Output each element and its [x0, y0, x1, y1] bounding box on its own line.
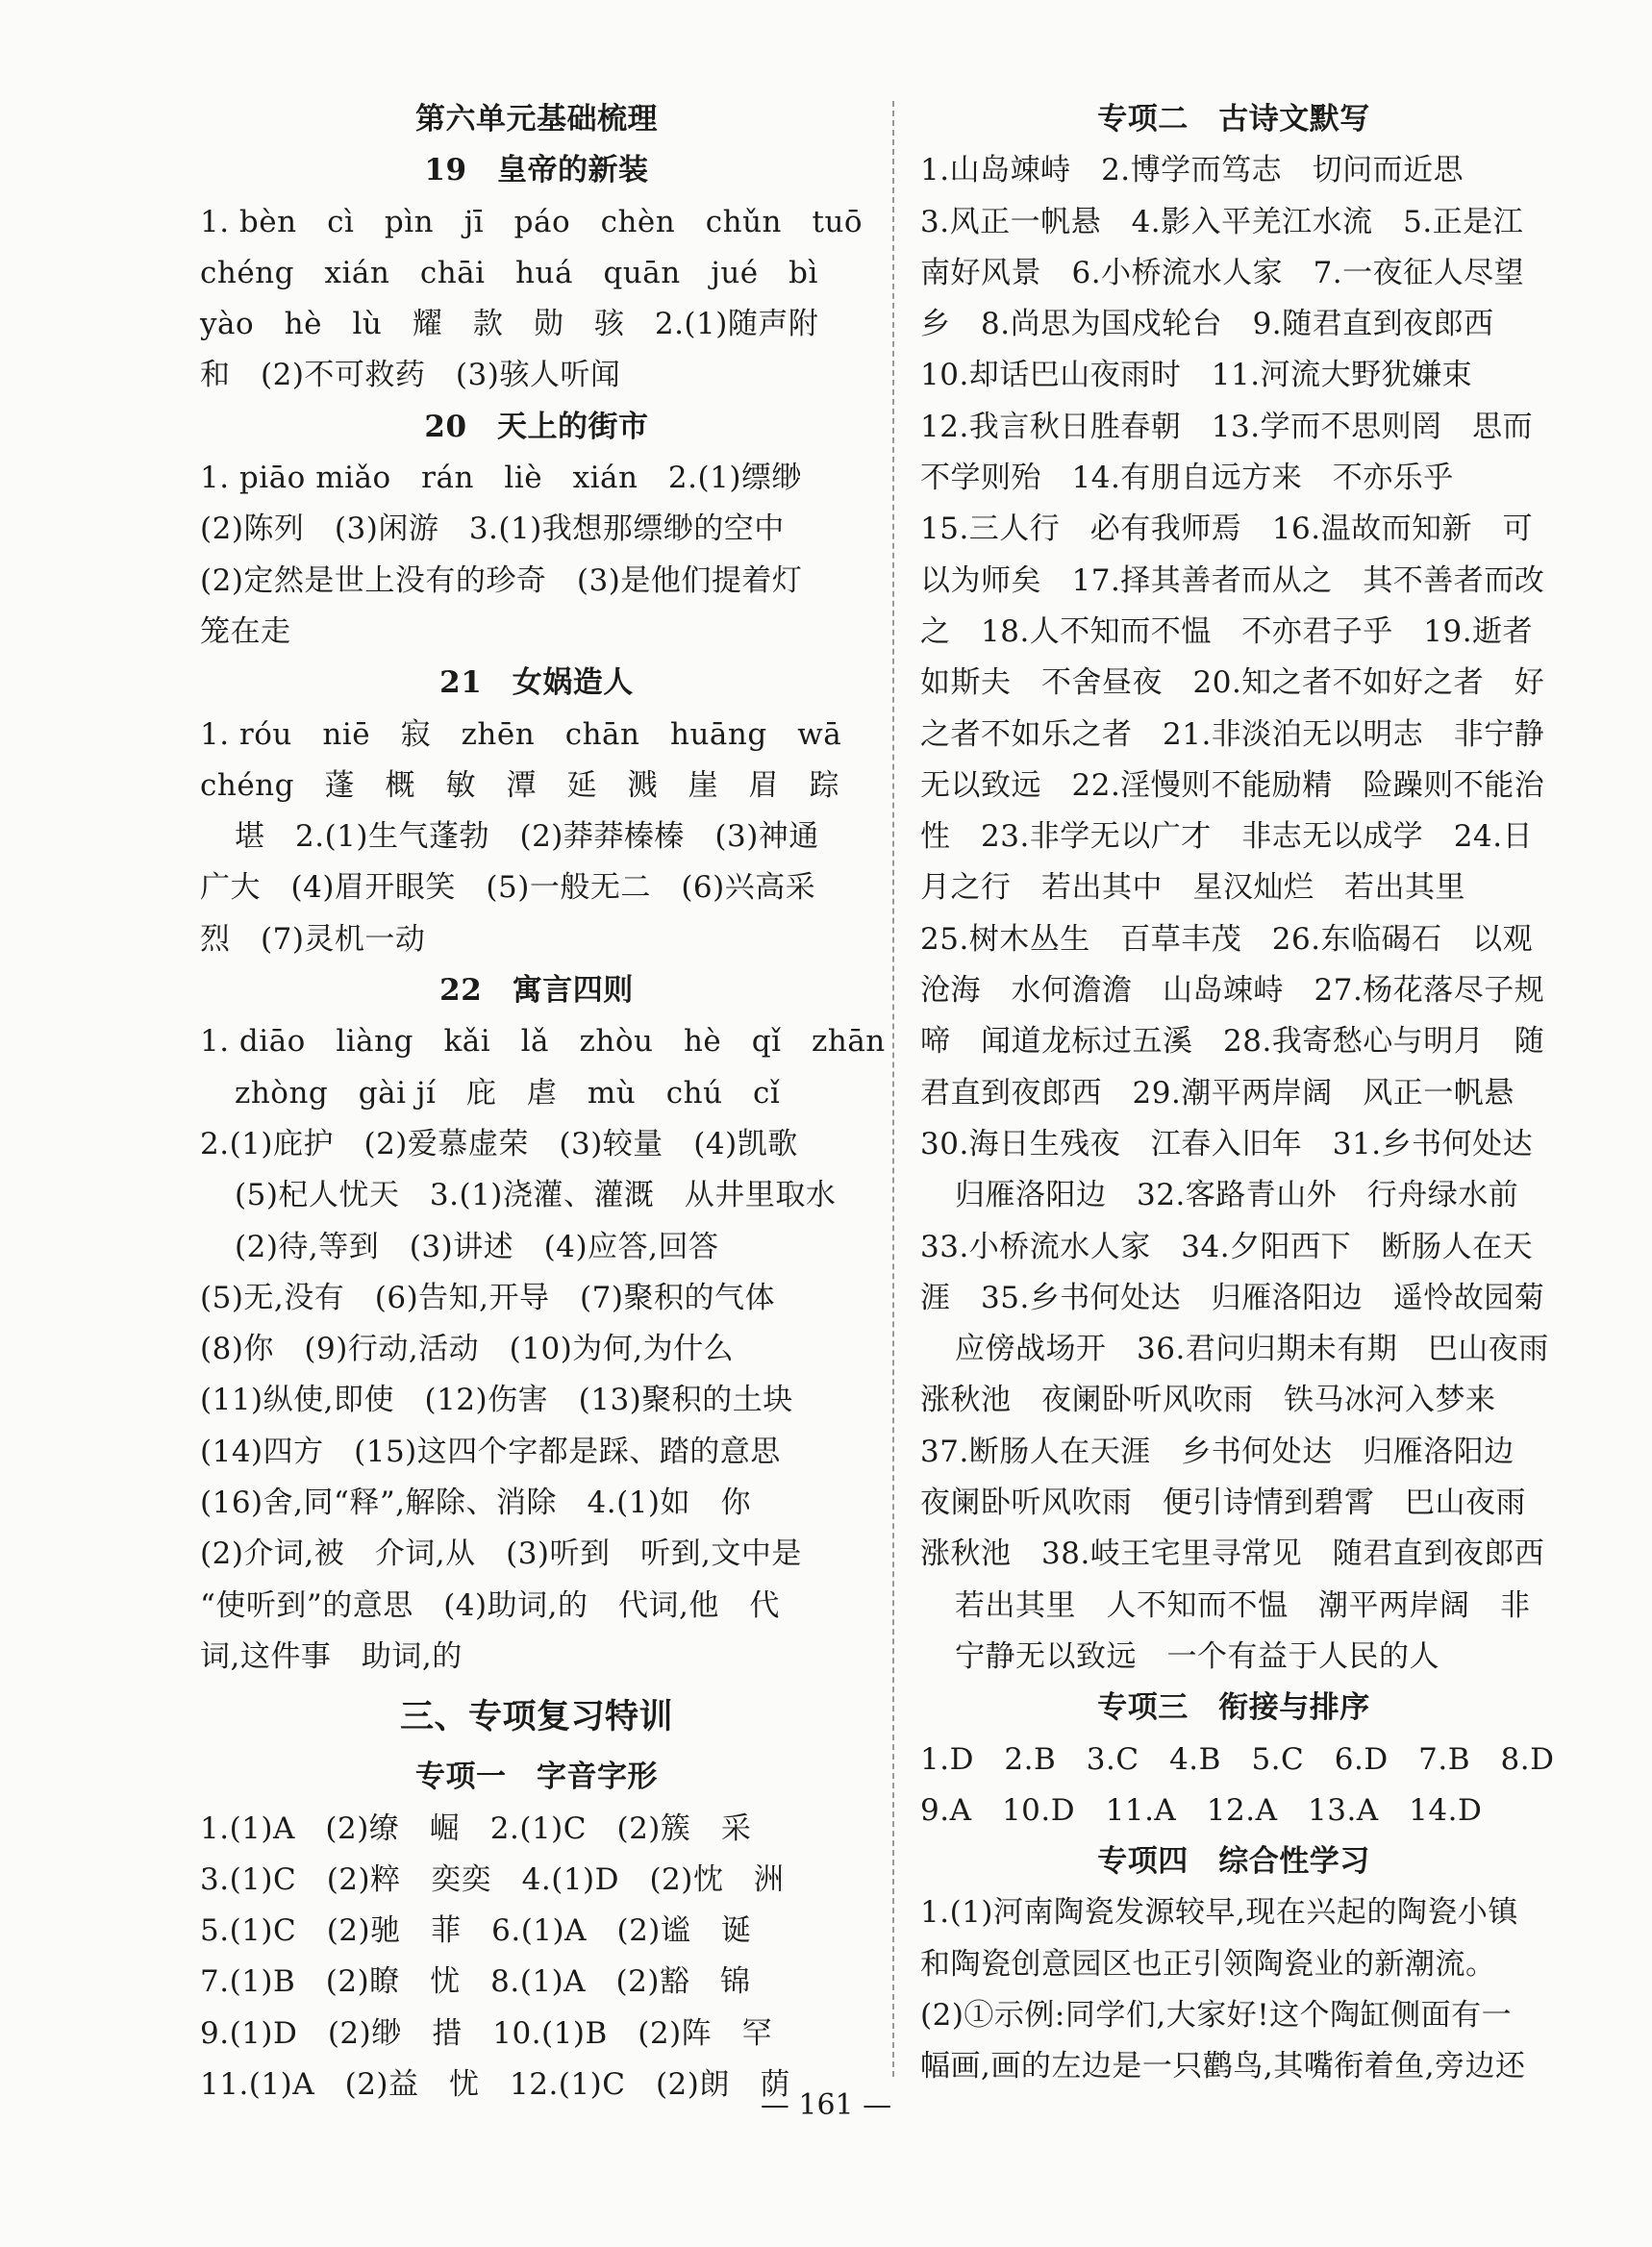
answer-line: 30.海日生残夜 江春入旧年 31.乡书何处达	[920, 1126, 1534, 1161]
section-heading: 专项二 古诗文默写	[1097, 102, 1370, 137]
answer-line: 归雁洛阳边 32.客路青山外 行舟绿水前	[955, 1178, 1519, 1213]
chapter-heading: 三、专项复习特训	[399, 1697, 673, 1737]
answer-line: 烈 (7)灵机一动	[200, 921, 426, 957]
section-heading: 21 女娲造人	[439, 665, 634, 701]
answer-line: 1. bèn cì pìn jī páo chèn chǔn tuō	[200, 204, 864, 239]
answer-line: “使听到”的意思 (4)助词,的 代词,他 代	[200, 1587, 780, 1623]
answer-line: 南好风景 6.小桥流水人家 7.一夜征人尽望	[920, 255, 1525, 290]
right-column	[920, 94, 1555, 2093]
answer-line: 月之行 若出其中 星汉灿烂 若出其里	[920, 870, 1465, 906]
answer-line: 无以致远 22.淫慢则不能励精 险躁则不能治	[920, 767, 1545, 803]
answer-line: 笼在走	[200, 613, 291, 649]
answer-line: 词,这件事 助词,的	[200, 1638, 463, 1674]
answer-line: 37.断肠人在天涯 乡书何处达 归雁洛阳边	[920, 1434, 1514, 1469]
section-heading: 20 天上的街市	[424, 409, 649, 444]
answer-line: 君直到夜郎西 29.潮平两岸阔 风正一帆悬	[920, 1075, 1514, 1111]
section-heading: 专项四 综合性学习	[1097, 1844, 1370, 1880]
answer-line: 涨秋池 38.岐王宅里寻常见 随君直到夜郎西	[920, 1536, 1545, 1572]
left-column	[200, 94, 886, 2110]
answer-line: 2.(1)庇护 (2)爱慕虚荣 (3)较量 (4)凯歌	[200, 1126, 798, 1161]
section-heading: 第六单元基础梳理	[415, 102, 658, 137]
answer-line: 1.D 2.B 3.C 4.B 5.C 6.D 7.B 8.D	[920, 1741, 1555, 1777]
answer-line: 和 (2)不可救药 (3)骇人听闻	[200, 358, 621, 393]
answer-line: 堪 2.(1)生气蓬勃 (2)莽莽榛榛 (3)神通	[235, 819, 819, 855]
answer-line: 15.三人行 必有我师焉 16.温故而知新 可	[920, 512, 1534, 547]
section-heading: 专项三 衔接与排序	[1097, 1690, 1370, 1726]
answer-line: 和陶瓷创意园区也正引领陶瓷业的新潮流。	[920, 1946, 1496, 1982]
answer-line: 涯 35.乡书何处达 归雁洛阳边 遥怜故园菊	[920, 1280, 1545, 1315]
answer-line: 性 23.非学无以广才 非志无以成学 24.日	[920, 819, 1534, 855]
answer-line: (2)定然是世上没有的珍奇 (3)是他们提着灯	[200, 562, 803, 598]
answer-line: (11)纵使,即使 (12)伤害 (13)聚积的土块	[200, 1383, 793, 1418]
answer-line: 3.(1)C (2)粹 奕奕 4.(1)D (2)忱 洲	[200, 1861, 785, 1897]
answer-line: 12.我言秋日胜春朝 13.学而不思则罔 思而	[920, 409, 1534, 444]
answer-line: 涨秋池 夜阑卧听风吹雨 铁马冰河入梦来	[920, 1383, 1496, 1418]
answer-line: 25.树木丛生 百草丰茂 26.东临碣石 以观	[920, 921, 1534, 957]
answer-line: 11.(1)A (2)益 忧 12.(1)C (2)朗 荫	[200, 2066, 790, 2102]
answer-line: chéng 蓬 概 敏 潭 延 溅 崖 眉 踪	[200, 767, 839, 803]
answer-line: 夜阑卧听风吹雨 便引诗情到碧霄 巴山夜雨	[920, 1486, 1526, 1521]
answer-line: 1.山岛竦峙 2.博学而笃志 切问而近思	[920, 153, 1464, 188]
section-heading: 专项一 字音字形	[415, 1760, 658, 1795]
answer-line: 乡 8.尚思为国戍轮台 9.随君直到夜郎西	[920, 307, 1494, 342]
answer-line: 9.A 10.D 11.A 12.A 13.A 14.D	[920, 1792, 1483, 1828]
answer-line: 以为师矣 17.择其善者而从之 其不善者而改	[920, 562, 1545, 598]
answer-line: 广大 (4)眉开眼笑 (5)一般无二 (6)兴高采	[200, 870, 816, 906]
answer-line: 宁静无以致远 一个有益于人民的人	[955, 1638, 1439, 1674]
answer-line: 之 18.人不知而不愠 不亦君子乎 19.逝者	[920, 613, 1534, 649]
answer-line: zhòng gài jí 庇 虐 mù chú cǐ	[235, 1075, 781, 1111]
answer-line: 1.(1)河南陶瓷发源较早,现在兴起的陶瓷小镇	[920, 1895, 1518, 1931]
answer-line: 啼 闻道龙标过五溪 28.我寄愁心与明月 随	[920, 1024, 1545, 1060]
section-heading: 22 寓言四则	[439, 973, 634, 1009]
answer-line: 1. róu niē 寂 zhēn chān huāng wā	[200, 716, 842, 752]
answer-line: 9.(1)D (2)缈 措 10.(1)B (2)阵 罕	[200, 2015, 773, 2051]
answer-line: 不学则殆 14.有朋自远方来 不亦乐乎	[920, 461, 1454, 496]
answer-line: 7.(1)B (2)瞭 忧 8.(1)A (2)豁 锦	[200, 1964, 751, 2000]
answer-line: 33.小桥流水人家 34.夕阳西下 断肠人在天	[920, 1229, 1534, 1264]
answer-line: (8)你 (9)行动,活动 (10)为何,为什么	[200, 1332, 735, 1367]
section-heading: 19 皇帝的新装	[424, 153, 649, 188]
page-number: — 161 —	[760, 2088, 892, 2122]
answer-line: 幅画,画的左边是一只鹳鸟,其嘴衔着鱼,旁边还	[920, 2049, 1526, 2085]
answer-line: 5.(1)C (2)驰 菲 6.(1)A (2)谧 诞	[200, 1913, 752, 1949]
answer-line: 如斯夫 不舍昼夜 20.知之者不如好之者 好	[920, 665, 1545, 701]
column-divider	[892, 101, 894, 2077]
answer-line: 沧海 水何澹澹 山岛竦峙 27.杨花落尽子规	[920, 973, 1545, 1009]
answer-line: 应傍战场开 36.君问归期未有期 巴山夜雨	[955, 1332, 1549, 1367]
answer-line: 之者不如乐之者 21.非淡泊无以明志 非宁静	[920, 716, 1545, 752]
answer-line: (5)无,没有 (6)告知,开导 (7)聚积的气体	[200, 1280, 775, 1315]
answer-line: chéng xián chāi huá quān jué bì	[200, 255, 818, 290]
answer-line: 1.(1)A (2)缭 崛 2.(1)C (2)簇 采	[200, 1810, 752, 1846]
answer-line: (2)待,等到 (3)讲述 (4)应答,回答	[235, 1229, 719, 1264]
answer-line: yào hè lù 耀 款 勋 骇 2.(1)随声附	[200, 307, 819, 342]
answer-line: (2)①示例:同学们,大家好!这个陶缸侧面有一	[920, 1997, 1513, 2033]
answer-line: 3.风正一帆悬 4.影入平羌江水流 5.正是江	[920, 204, 1524, 239]
answer-line: 若出其里 人不知而不愠 潮平两岸阔 非	[955, 1587, 1531, 1623]
answer-line: (2)陈列 (3)闲游 3.(1)我想那缥缈的空中	[200, 512, 785, 547]
answer-line: (2)介词,被 介词,从 (3)听到 听到,文中是	[200, 1536, 802, 1572]
answer-line: 10.却话巴山夜雨时 11.河流大野犹嫌束	[920, 358, 1473, 393]
answer-line: (14)四方 (15)这四个字都是踩、踏的意思	[200, 1434, 781, 1469]
answer-line: (16)舍,同“释”,解除、消除 4.(1)如 你	[200, 1486, 752, 1521]
answer-line: 1. diāo liàng kǎi lǎ zhòu hè qǐ zhān	[200, 1024, 886, 1060]
answer-line: 1. piāo miǎo rán liè xián 2.(1)缥缈	[200, 461, 802, 496]
answer-line: (5)杞人忧天 3.(1)浇灌、灌溉 从井里取水	[235, 1178, 837, 1213]
